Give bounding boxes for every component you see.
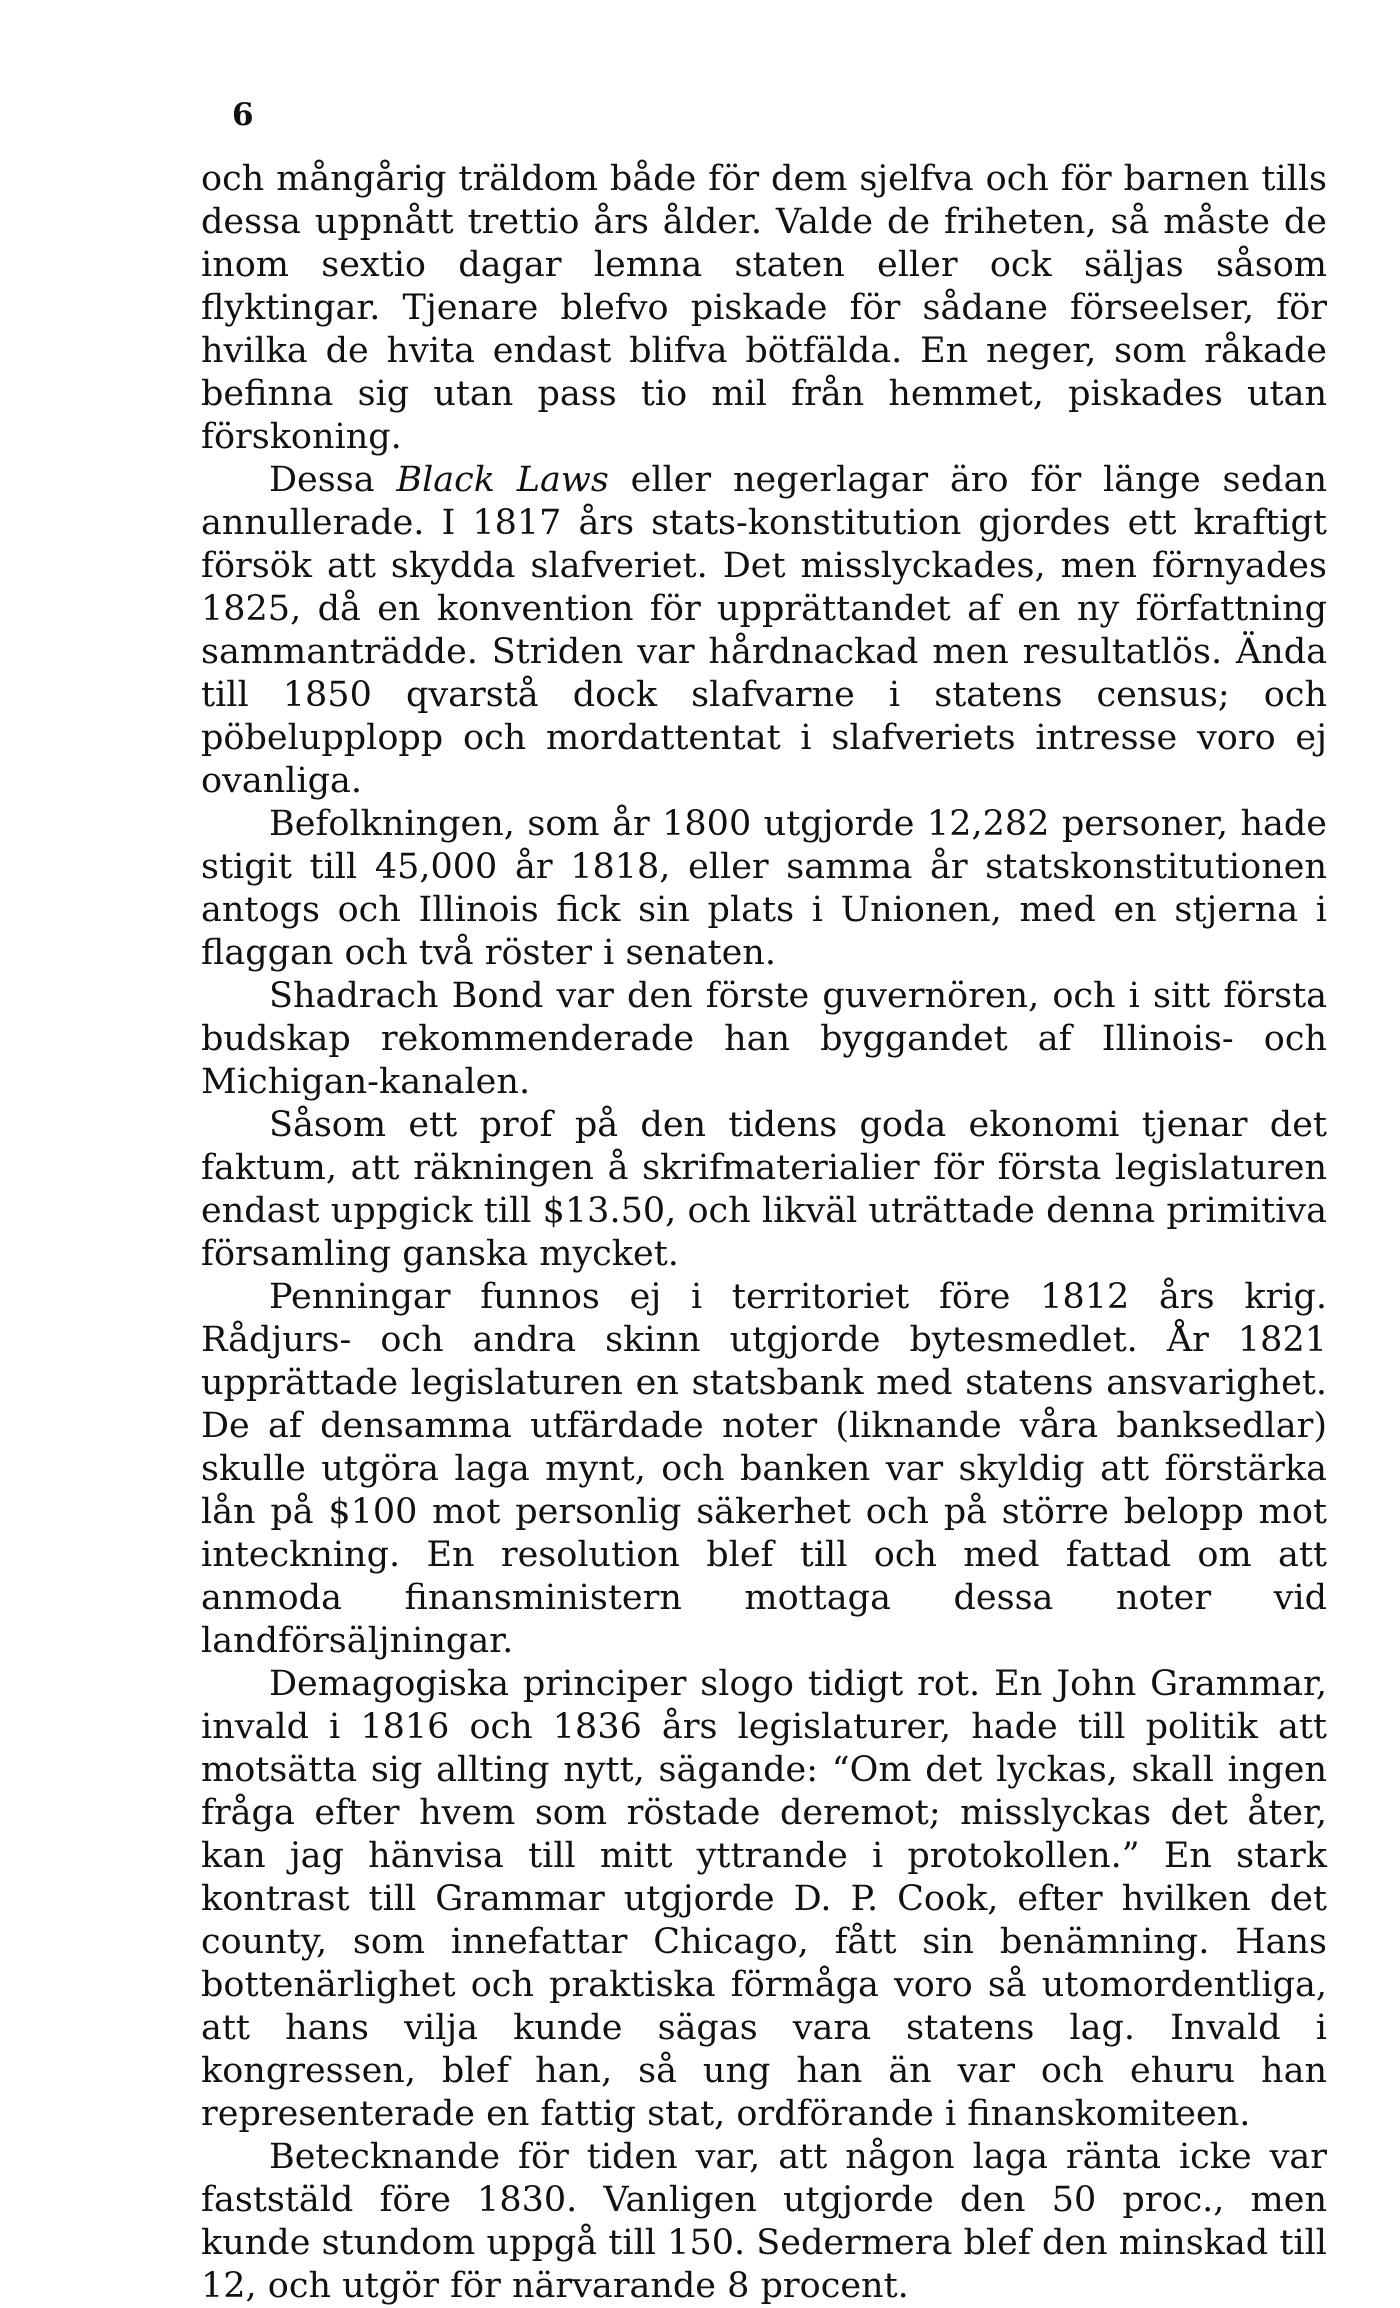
paragraph-2-italic-term: Black Laws — [396, 460, 609, 500]
body-text — [201, 158, 1327, 2308]
paragraph-5: Såsom ett prof på den tidens goda ekonomi tjenar det faktum, att räkningen å skrifmaterialier för första legislaturen endast uppgick till $13.50, och likväl uträttade denna primitiva församling ganska mycket. — [201, 1105, 1327, 1274]
page-number: 6 — [232, 97, 254, 133]
paragraph-1: och mångårig träldom både för dem sjelfva och för barnen tills dessa uppnått trettio års ålder. Valde de friheten, så måste de inom sextio dagar lemna staten eller ock säljas såsom flyktingar. Tjenare blefvo piskade för sådane förseelser, för hvilka de hvita endast blifva bötfälda. En neger, som råkade befinna sig utan pass tio mil från hemmet, piskades utan förskoning. — [201, 159, 1327, 457]
paragraph-2-rest: eller negerlagar äro för länge sedan annullerade. I 1817 års stats-konstitution gjordes ett kraftigt försök att skydda slafveriet. Det misslyckades, men förnyades 1825, då en konvention för upprättandet af en ny författning sammanträdde. Striden var hårdnackad men resultatlös. Ända till 1850 qvarstå dock slafvarne i statens census; och pöbelupplopp och mordattentat i slafveriets intresse voro ej ovanliga. — [201, 460, 1327, 801]
paragraph-3: Befolkningen, som år 1800 utgjorde 12,282 personer, hade stigit till 45,000 år 1818, eller samma år statskonstitutionen antogs och Illinois fick sin plats i Unionen, med en stjerna i flaggan och två röster i senaten. — [201, 804, 1327, 973]
paragraph-2-lead: Dessa — [269, 460, 397, 500]
paragraph-2 — [201, 459, 1327, 803]
paragraph-8: Betecknande för tiden var, att någon laga ränta icke var faststäld före 1830. Vanligen utgjorde den 50 proc., men kunde stundom uppgå till 150. Sedermera blef den minskad till 12, och utgör för närvarande 8 procent. — [201, 2137, 1327, 2306]
paragraph-7: Demagogiska principer slogo tidigt rot. En John Grammar, invald i 1816 och 1836 års legislaturer, hade till politik att motsätta sig allting nytt, sägande: “Om det lyckas, skall ingen fråga efter hvem som röstade deremot; misslyckas det åter, kan jag hänvisa till mitt yttrande i protokollen.” En stark kontrast till Grammar utgjorde D. P. Cook, efter hvilken det county, som innefattar Chicago, fått sin benämning. Hans bottenärlighet och praktiska förmåga voro så utomordentliga, att hans vilja kunde sägas vara statens lag. Invald i kongressen, blef han, så ung han än var och ehuru han representerade en fattig stat, ordförande i finanskomiteen. — [201, 1664, 1327, 2134]
paragraph-6: Penningar funnos ej i territoriet före 1812 års krig. Rådjurs- och andra skinn utgjorde bytesmedlet. År 1821 upprättade legislaturen en statsbank med statens ansvarighet. De af densamma utfärdade noter (liknande våra banksedlar) skulle utgöra laga mynt, och banken var skyldig att förstärka lån på $100 mot personlig säkerhet och på större belopp mot inteckning. En resolution blef till och med fattad om att anmoda finansministern mottaga dessa noter vid landförsäljningar. — [201, 1277, 1327, 1661]
paragraph-4: Shadrach Bond var den förste guvernören, och i sitt första budskap rekommenderade han byggandet af Illinois- och Michigan-kanalen. — [201, 976, 1327, 1102]
